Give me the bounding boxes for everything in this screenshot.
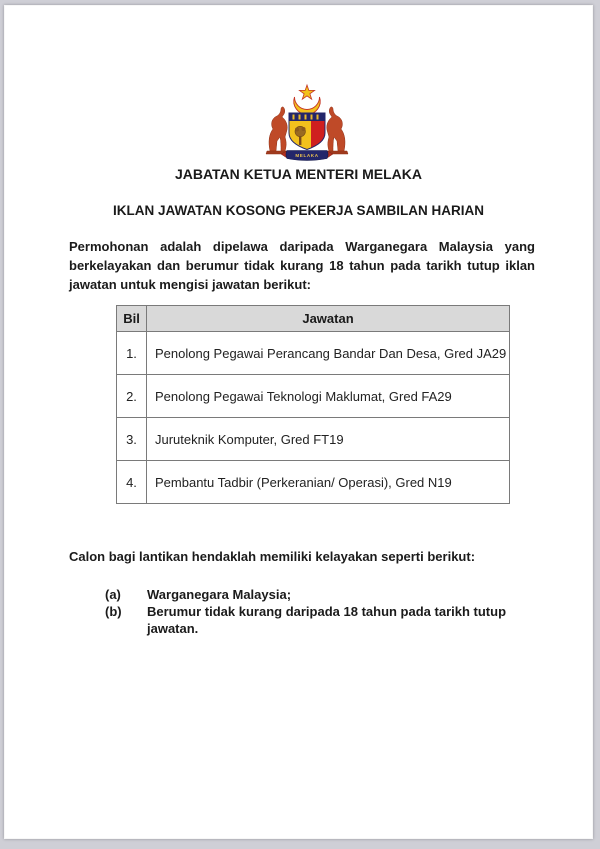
shield-icon	[289, 113, 325, 151]
row-jawatan: Penolong Pegawai Perancang Bandar Dan Desa, Gred JA29	[147, 332, 510, 375]
coat-of-arms-graphic	[263, 83, 351, 163]
crescent-icon	[294, 97, 320, 114]
document-subtitle: IKLAN JAWATAN KOSONG PEKERJA SAMBILAN HARIAN	[112, 203, 484, 218]
table-row	[117, 332, 510, 375]
banner-scroll	[281, 151, 333, 161]
row-number: 4.	[117, 461, 147, 504]
vacancies-table	[116, 305, 510, 504]
melaka-coat-of-arms	[263, 83, 351, 163]
list-item	[105, 586, 557, 603]
list-item-label: (b)	[105, 604, 122, 619]
row-number: 3.	[117, 418, 147, 461]
table-header-row	[117, 306, 510, 332]
intro-paragraph: Permohonan adalah dipelawa daripada Warganegara Malaysia yang berkelayakan dan berumur tidak kurang 18 tahun pada tarikh tutup iklan jawatan untuk mengisi jawatan berikut:	[69, 239, 535, 292]
list-item	[105, 603, 557, 637]
list-item-label: (a)	[105, 587, 121, 602]
deer-left-icon	[266, 107, 288, 154]
column-header-jawatan: Jawatan	[147, 306, 510, 332]
document-page	[4, 5, 593, 839]
table-row	[117, 375, 510, 418]
row-number: 2.	[117, 375, 147, 418]
table-row	[117, 461, 510, 504]
list-item-text: Warganegara Malaysia;	[147, 587, 292, 602]
banner-text: MELAKA	[295, 152, 319, 158]
row-jawatan: Pembantu Tadbir (Perkeranian/ Operasi), Gred N19	[147, 461, 510, 504]
qualification-heading: Calon bagi lantikan hendaklah memiliki kelayakan seperti berikut:	[69, 549, 476, 564]
column-header-bil: Bil	[117, 306, 147, 332]
row-jawatan: Juruteknik Komputer, Gred FT19	[147, 418, 510, 461]
row-jawatan: Penolong Pegawai Teknologi Maklumat, Gred FA29	[147, 375, 510, 418]
deer-right-icon	[326, 107, 348, 154]
star-icon	[299, 85, 314, 99]
list-item-text: Berumur tidak kurang daripada 18 tahun pada tarikh tutup jawatan.	[147, 604, 507, 636]
qualification-list	[105, 586, 557, 637]
table-row	[117, 418, 510, 461]
row-number: 1.	[117, 332, 147, 375]
document-title: JABATAN KETUA MENTERI MELAKA	[174, 166, 423, 182]
